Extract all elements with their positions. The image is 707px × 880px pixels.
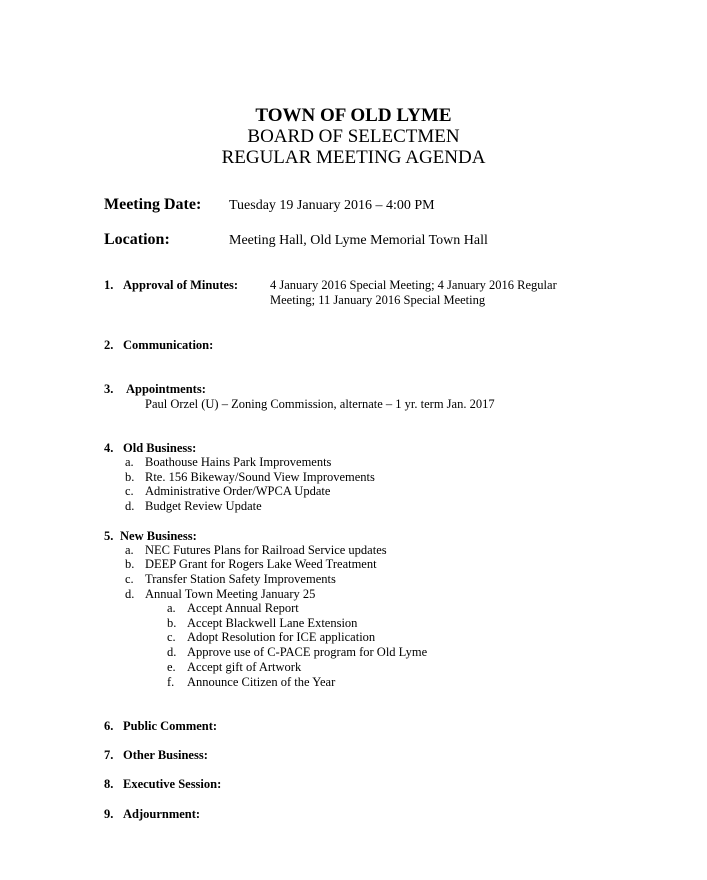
town-meeting-item: Announce Citizen of the Year <box>187 675 336 689</box>
sub-item-letter: c. <box>125 484 134 498</box>
other-business-label: Other Business: <box>123 748 208 762</box>
new-business-item: Transfer Station Safety Improvements <box>145 572 336 586</box>
item-number: 1. <box>104 278 114 292</box>
old-business-label: Old Business: <box>123 441 197 455</box>
approval-of-minutes-label: Approval of Minutes: <box>123 278 239 292</box>
approval-detail-line1: 4 January 2016 Special Meeting; 4 January 2016 Regular <box>270 278 557 292</box>
new-business-item: NEC Futures Plans for Railroad Service updates <box>145 543 387 557</box>
item-number: 2. <box>104 338 114 352</box>
agenda-title: REGULAR MEETING AGENDA <box>221 147 486 168</box>
sub-item-letter: b. <box>125 470 135 484</box>
old-business-item: Rte. 156 Bikeway/Sound View Improvements <box>145 470 375 484</box>
item-number: 9. <box>104 807 114 821</box>
sub-item-letter: b. <box>125 557 135 571</box>
new-business-item: Annual Town Meeting January 25 <box>145 587 316 601</box>
appointment-detail: Paul Orzel (U) – Zoning Commission, alternate – 1 yr. term Jan. 2017 <box>145 397 495 411</box>
town-meeting-item: Approve use of C-PACE program for Old Lyme <box>187 645 428 659</box>
sub-sub-item-letter: c. <box>167 630 176 644</box>
location-label: Location: <box>104 231 170 248</box>
sub-sub-item-letter: a. <box>167 601 176 615</box>
sub-item-letter: a. <box>125 455 134 469</box>
sub-sub-item-letter: b. <box>167 616 177 630</box>
location-value: Meeting Hall, Old Lyme Memorial Town Hall <box>229 233 488 248</box>
old-business-item: Boathouse Hains Park Improvements <box>145 455 332 469</box>
old-business-item: Budget Review Update <box>145 499 262 513</box>
new-business-label: New Business: <box>120 529 197 543</box>
item-number: 6. <box>104 719 114 733</box>
sub-item-letter: d. <box>125 587 135 601</box>
sub-item-letter: a. <box>125 543 134 557</box>
item-number: 5. <box>104 529 114 543</box>
approval-detail-line2: Meeting; 11 January 2016 Special Meeting <box>270 293 486 307</box>
sub-item-letter: c. <box>125 572 134 586</box>
sub-sub-item-letter: f. <box>167 675 175 689</box>
meeting-date-value: Tuesday 19 January 2016 – 4:00 PM <box>229 198 435 213</box>
town-meeting-item: Accept Annual Report <box>187 601 299 615</box>
item-number: 7. <box>104 748 114 762</box>
sub-sub-item-letter: e. <box>167 660 176 674</box>
town-meeting-item: Adopt Resolution for ICE application <box>187 630 376 644</box>
executive-session-label: Executive Session: <box>123 777 222 791</box>
communication-label: Communication: <box>123 338 214 352</box>
meeting-date-label: Meeting Date: <box>104 196 202 213</box>
town-title: TOWN OF OLD LYME <box>255 105 452 126</box>
appointments-label: Appointments: <box>126 382 206 396</box>
town-meeting-item: Accept gift of Artwork <box>187 660 302 674</box>
item-number: 4. <box>104 441 114 455</box>
town-meeting-item: Accept Blackwell Lane Extension <box>187 616 358 630</box>
old-business-item: Administrative Order/WPCA Update <box>145 484 331 498</box>
adjournment-label: Adjournment: <box>123 807 201 821</box>
sub-sub-item-letter: d. <box>167 645 177 659</box>
new-business-item: DEEP Grant for Rogers Lake Weed Treatment <box>145 557 377 571</box>
item-number: 3. <box>104 382 114 396</box>
item-number: 8. <box>104 777 114 791</box>
public-comment-label: Public Comment: <box>123 719 218 733</box>
sub-item-letter: d. <box>125 499 135 513</box>
board-title: BOARD OF SELECTMEN <box>247 126 460 147</box>
